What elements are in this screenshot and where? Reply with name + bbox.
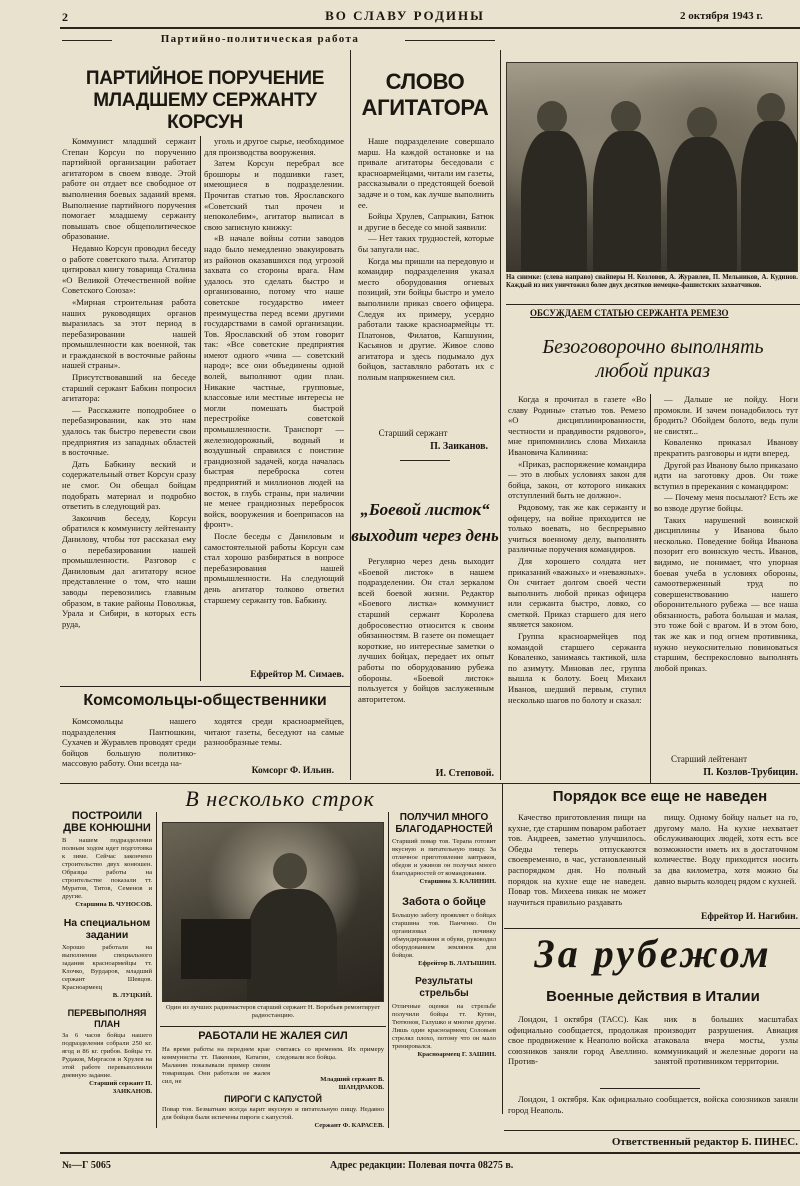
article-korsun-col1 [62,136,196,682]
paragraph: Качество приготовления пищи на кухне, где старшим поваром работает тов. Андреев, заметно улучшилось. Обеды теперь отпускаются своевременно, в час, установленный распорядком дня. Но полный порядок на кухне еще не наведен. Повар тов. Михеева никак не может научиться правильно раздавать [508,812,646,907]
column-rule [350,50,351,780]
paragraph: Присутствовавший на беседе старший сержант Бабкин попросил агитатора: [62,372,196,404]
item-title: Результаты стрельбы [415,976,473,999]
editorial-address: Адрес редакции: Полевая почта 08275 в. [330,1160,514,1171]
paragraph: «Мирная строительная работа наших руководящих органов выразилась за этот период в перебазировании нашей промышленности как военной, так и гражданской в восточные районы нашей страны». [62,296,196,371]
sniper-figure [687,107,717,139]
abroad-col3 [508,1094,798,1116]
signature: Старшина В. ЧУНОСОВ. [75,901,152,908]
paragraph: «Приказ, распоряжение командира — это в любых условиях закон для бойца, закон, от которого никаких отступлений быть не должно». [508,458,646,501]
item-body: За 6 часов бойцы нашего подразделения собрали 250 кг. ягод и 86 кг. грибов. Бойцы тт. Рудаков, Миргасов и Хрулев на этой работе перевыполнили дневную задание. [62,1032,152,1079]
signature-rank: Старший лейтенант [670,754,748,764]
article-title: ПАРТИЙНОЕ ПОРУЧЕНИЕ [85,68,325,89]
article-korsun-col2 [204,136,344,672]
sniper-figure [521,131,587,272]
snipers-photo [506,62,798,272]
item-title: РАБОТАЛИ НЕ ЖАЛЕЯ СИЛ [198,1030,348,1042]
signature: Младший сержант В. ШАНДРАКОВ. [320,1076,384,1091]
sniper-figure [611,101,641,133]
issue-code: №—Г 5065 [62,1160,111,1171]
paragraph: Наше подразделение совершало марш. На каждой остановке и на привале агитаторы беседовали с красноармейцами, читали им газеты, рассказывали о предстоящей боевой задаче и о том, как лучше выполнить ее. [358,136,494,210]
paragraph: Коваленко приказал Иванову прекратить разговоры и идти вперед. [654,437,798,458]
issue-date: 2 октября 1943 г. [680,10,763,22]
komsomol-col2 [204,716,344,760]
paragraph: — Дальше не пойду. Ноги промокли. И зачем понадобилось тут бродить? Обойдем болото, ведь пули не свистят... [654,394,798,436]
article-title: МЛАДШЕМУ СЕРЖАНТУ КОРСУН [93,90,317,133]
item-body: В нашем подразделении полным ходом идет подготовка к зиме. Сейчас закончено строительство двух конюшен. Образцы работы на строительстве показали тт. Муратов, Титов, Семенов и другие. [62,837,152,900]
signature: П. Козлов-Трубицин. [703,767,798,778]
photo-caption: Один из лучших радиомастеров старший сержант Н. Воробьев ремонтирует радиостанцию. [165,1004,381,1019]
paragraph: уголь и другое сырье, необходимое для производства вооружения. [204,136,344,157]
paragraph: Когда я прочитал в газете «Во славу Родины» статью тов. Ремезо «О дисциплинированности, честности и правдивости рядового», мне припомнились слова Михаила Ивановича Калинина: [508,394,646,457]
masthead-rule [60,27,800,29]
banner-rule-right [405,40,495,41]
column-rule [200,136,201,681]
paragraph: Таких нарушений воинской дисциплины у Иванова было несколько. Поведение бойца Иванова позорит его воинскую честь. Иванов, видимо, не понимает, что упорная боевая учеба в условиях обороны, самоотверженный труд по совершенствованию нашего оборонительного рубежа — все наша обязанность, работа большая и малая, это тоже бой с врагом. И в этом бою, так же как и под огнем противника, нужно неукоснительно повиноваться старшим, беспрекословно выполнять любой приказ. [654,514,798,673]
paragraph: — Нет таких трудностей, которые бы запугали нас. [358,233,494,254]
article-order-col2 [654,394,798,748]
abroad-col2 [654,1014,798,1084]
komsomol-col1 [62,716,196,780]
banner-rule-left [62,40,112,41]
paragraph: — Расскажите поподробнее о перебазировании, как это нам удалось так быстро перевести свои предприятия из западных областей в восточные. [62,404,196,458]
item-body: Повар тов. Безматнаю всегда варит вкусную и питательную пищу. Недавно для бойцов были испечены пироги с капустой. [162,1106,384,1121]
column-rule [156,812,157,1128]
column-rule [500,50,501,780]
paragraph: Другой раз Иванову было приказано идти на заготовку дров. Он тоже вступил в пререкания с командиром: [654,459,798,491]
item-body: Старший повар тов. Терапа готовит вкусную и питательную пищу. За отличное приготовление завтраков, обедов и ужинов он получил много благодарностей от командования. [392,838,496,877]
signature: Ефрейтор В. ЛАТЫШИН. [418,960,496,967]
item-body: На время работы на переднем крае коммунисты тт. Пакенкин, Катагин, Маланин показывали пример своим товарищам. Они работали не жалея сил, не [162,1046,270,1085]
paragraph: Коммунист младший сержант Степан Корсун по поручению партийной организации работает агитатором в своем взводе. Этой работе он отдает все свободное от выполнения боевых заданий время. Выполнение партийного поручения помогает младшему сержанту повышать свое общеполитическое образование. [62,136,196,242]
kitchen-col2 [654,812,798,908]
kitchen-col1 [508,812,646,932]
paragraph: Комсомольцы нашего подразделения Пантюшкин, Сухачев и Журавлев проводят среди бойцов большую политико-массовую работу. Они всегда на- [62,716,196,769]
article-title: Порядок все еще не наведен [552,788,768,805]
paragraph: Когда мы пришли на передовую и командир подразделения указал место оборудования огневых позиций, эти бойцы быстро и умело выполнили приказ своего офицера. Следуя их примеру, усердно работали также красноармейцы тт. Платонов, Филатов, Капшунин, Касьянов и другие. Живое слово агитатора и здесь подымало дух бойцов, заставляло работать их с полным напряжением сил. [358,255,494,383]
article-order-col1 [508,394,646,786]
newspaper-name: ВО СЛАВУ РОДИНЫ [325,8,485,23]
separator [160,1026,386,1027]
photo-caption: На снимке: (слева направо) снайперы Н. Козловов, А. Журавлев, П. Мельников, А. Кудинов. Каждый из них уничтожил более двух десятков немецко-фашистских захватчиков. [506,274,798,290]
signature: Старший сержант П. ЗАИКАНОВ. [89,1080,152,1095]
item-body: считаясь со временем. Их примеру следовали все бойцы. [276,1046,384,1061]
lines-col1 [62,810,152,1130]
paragraph: Бойцы Хрулев, Сапрыкин, Батюк и другие в беседе со мной заявили: [358,211,494,232]
separator [60,783,800,784]
sniper-figure [667,137,737,272]
paragraph: Группа красноармейцев под командой старшего сержанта Коваленко, занимаясь тактикой, шла по азимуту. Миновав лес, группа вышла к болоту. Боец Михаил Иванов, шедший первым, ступил несколько шагов по болоту и сказал: [508,631,646,705]
separator [506,304,800,305]
section-banner: Партийно-политическая работа [160,33,360,45]
article-title: выходит через день [351,526,499,545]
radio-operator [273,853,307,889]
paragraph: Затем Корсун перебрал все брошюры и подшивки газет, имеющиеся в подразделении. Прочитав статью тов. Ярославского «Советский тыл прочен и непоколебим», агитатор выписал в свою записную книжку: [204,158,344,232]
article-title: Военные действия в Италии [546,988,760,1005]
discussion-banner: ОБСУЖДАЕМ СТАТЬЮ СЕРЖАНТА РЕМЕЗО [530,308,729,318]
column-rule [502,784,503,1114]
paragraph: Лондон, 1 октября (ТАСС). Как официально сообщается, продолжая свое продвижение к Неаполю войска союзников заняли город Авеллино. Против- [508,1014,648,1067]
lines-banner: В несколько строк [185,786,375,811]
paragraph: «В начале войны сотни заводов надо было немедленно эвакуировать из районов оказавшихся под угрозой захвата со стороны врага. Нам удалось это сделать быстро и организованно, потому что наше советское государство имеет преимущества перед всеми другими государствами в самой организации. Тов. Ярославский об этом говорит так: «Все советские предприятия имеют одного «чина — советский народ»; все они объединены одной волей, выполняют один план. Никакие частные, групповые, классовые или местные интересы не могли помешать быстрой перестройке советской промышленности. Транспорт — железнодорожный, водный и воздушный справился с поистине грандиозной задачей, когда началась быстрая переброска сотен предприятий и миллионов людей на восток, в глубь страны, при наличии не менее грандиозных перебросок войск, вооружения и боеприпасов на фронт». [204,233,344,530]
footer-rule [60,1152,800,1154]
column-rule [650,394,651,784]
paragraph: пищу. Одному бойцу нальет на го, другому мало. На кухне нехватает обслуживающих людей, хотя есть все возможности иметь их в достаточном количестве. Воду приходится носить за два километра, хотя можно бы давно вырыть колодец рядом с кухней. [654,812,798,886]
article-title: Безоговорочно выполнять [542,336,764,358]
paragraph: Регулярно через день выходит «Боевой листок» в нашем подразделении. Он стал зеркалом всей боевой жизни. Редактор «Боевого листка» коммунист старший сержант Королева добросовестно относится к своим обязанностям. В газете он помещает короткие, но интересные заметки о лучших бойцах, передает их опыт работы по оборудованию рубежа обороны. «Боевой листок» пользуется у бойцов заслуженным авторитетом. [358,556,494,704]
article-title: АГИТАТОРА [361,95,489,120]
item-title: На специальном задании [63,917,151,941]
sniper-figure [593,131,661,272]
article-title: „Боевой листок“ [360,500,490,519]
sniper-figure [757,93,785,123]
signature: Красноармеец Г. ЗАШИН. [417,1051,496,1058]
signature: В. ЛУЦКИЙ. [112,992,152,999]
paragraph: ходятся среди красноармейцев, читают газеты, беседуют на самые разнообразные темы. [204,716,344,748]
signature: Старшина З. КАЛИНИН. [419,878,496,885]
article-title: Комсомольцы-общественники [83,692,327,709]
lines-col3 [392,812,496,1132]
radio-photo [162,822,384,1002]
editor-line: Ответственный редактор Б. ПИНЕС. [611,1136,798,1148]
item-title: ПОЛУЧИЛ МНОГО БЛАГОДАРНОСТЕЙ [395,812,493,835]
abroad-banner: За рубежом [534,931,772,976]
radio-station [181,919,251,979]
paragraph: Лондон, 1 октября. Как официально сообщается, войска союзников заняли город Неаполь. [508,1094,798,1115]
item-title: ПИРОГИ С КАПУСТОЙ [224,1094,322,1104]
item-body: Большую заботу проявляет о бойцах старшина тов. Панченко. Он организовал починку обмундирования и обуви, руководил оборудованием землянок для бойцов. [392,912,496,959]
column-rule [388,812,389,1128]
separator [400,460,450,461]
paragraph: Закончив беседу, Корсун обратился к коммунисту лейтенанту Данилову, чтобы тот рассказал ему о перебазировании нашей промышленности. Разговор с Даниловым дал агитатору ясное представление о том, что наши заводы перевозились главным образом, в такие районы Поволжья, Урала и Сибири, в которых есть руда, [62,512,196,629]
signature: И. Степовой. [435,768,494,779]
page-number: 2 [62,10,68,24]
item-title: ПЕРЕВЫПОЛНЯЯ ПЛАН [67,1008,147,1029]
signature-rank: Старший сержант [378,428,448,438]
item-body: Отличные оценки на стрельбе получили бойцы тт. Кутин, Тютюнов, Галушко и многие другие. Лишь один красноармеец Соловьев стрелял плохо, потому что он мало тренировался. [392,1003,496,1050]
separator [60,686,350,687]
radio-operator [247,889,337,1002]
signature: П. Заиканов. [430,441,488,452]
signature: Сержант Ф. КАРАСЕВ. [314,1122,384,1129]
abroad-col1 [508,1014,648,1084]
sniper-figure [741,121,798,272]
signature: Ефрейтор И. Нагибин. [701,912,798,922]
paragraph: Недавно Корсун проводил беседу о работе советского тыла. Агитатор цитировал книгу товарища Сталина «О Великой Отечественной войне Советского Союза»: [62,242,196,296]
paragraph: ник в больших масштабах производит разрушения. Авиация атаковала вчера мосты, узлы коммуникаций и железные дороги на занятой противником территории. [654,1014,798,1067]
paragraph: — Почему меня посылают? Есть же во взводе другие бойцы. [654,492,798,513]
article-listok-body [358,556,494,734]
item-title: ПОСТРОИЛИ ДВЕ КОНЮШНИ [63,810,151,834]
signature: Ефрейтор М. Симаев. [250,670,344,680]
article-agitator-body [358,136,494,426]
separator [504,928,800,929]
item-body: Хорошо работали на выполнении специального задания красноармейцы тт. Клочко, Вурдаров, младший сержант Шевцов. Красноармеец [62,944,152,991]
sniper-figure [537,101,567,133]
article-title: СЛОВО [385,69,465,94]
paragraph: Для хорошего солдата нет приказаний «важных» и «неважных». Он считает долгом своей чести выполнить любой приказ офицера или сержанта быстро, ловко, со сметкой. Приказ старшего для него является законом. [508,555,646,630]
footer-rule [504,1130,800,1131]
paragraph: После беседы с Даниловым и самостоятельной работы Корсун сам стал хорошо разбираться в вопросе перебазирования нашей промышленности. На следующий день агитатор толково ответил старшему сержанту тов. Бабкину. [204,530,344,605]
item-title: Забота о бойце [402,896,486,908]
separator [600,1088,700,1089]
article-title: любой приказ [595,360,710,382]
paragraph: Рядовому, так же как сержанту и офицеру, на войне приходится не только воевать, но беспрерывно учиться военному делу, выполнять различные поручения командиров. [508,501,646,555]
signature: Комсорг Ф. Ильин. [251,766,334,776]
paragraph: Дать Бабкину веский и содержательный ответ Корсун сразу не смог. Он обещал бойцам подобрать материал и подробно ответить в следующий раз. [62,458,196,512]
